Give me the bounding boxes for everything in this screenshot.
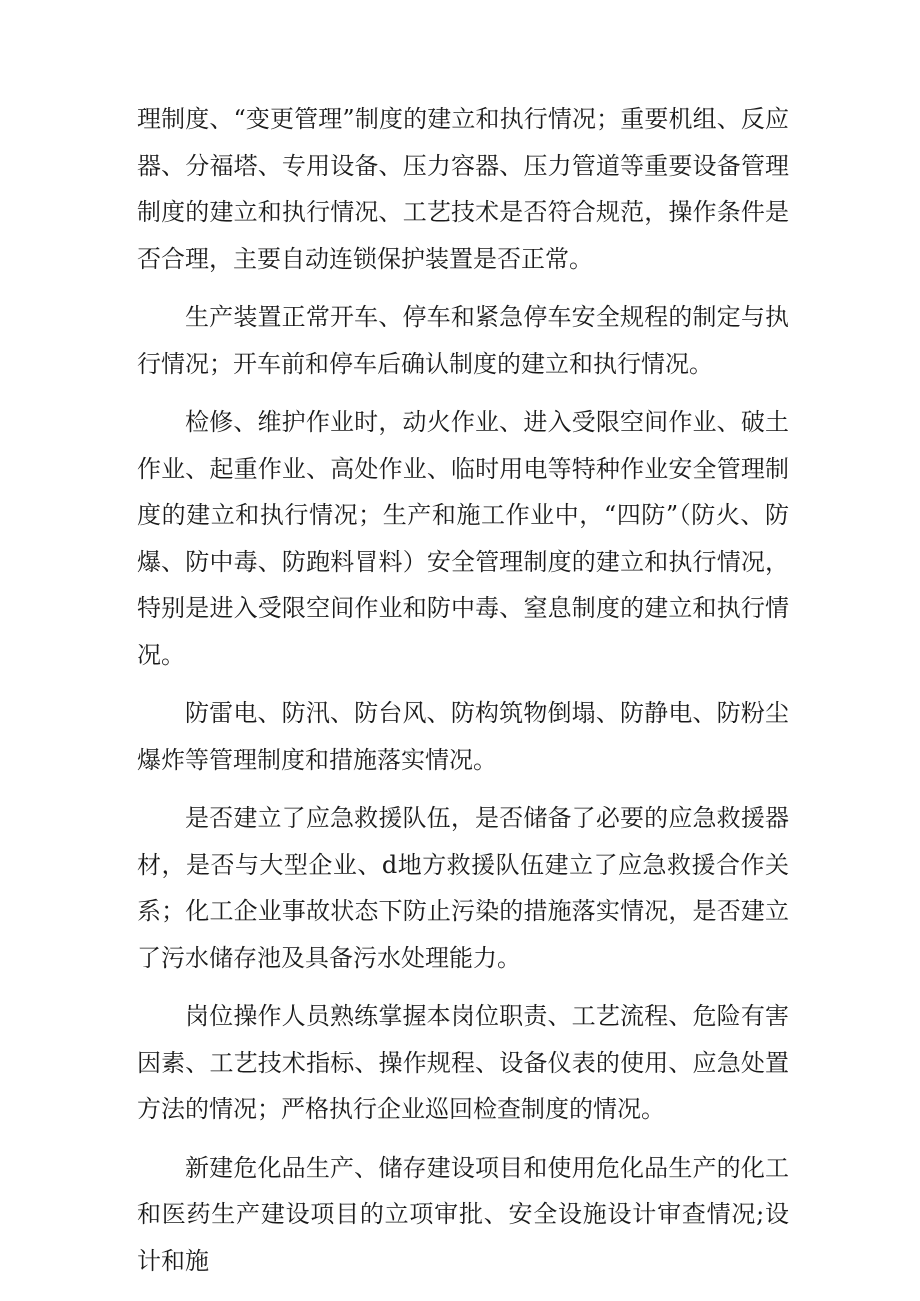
document-body <box>137 96 789 1296</box>
paragraph-emergency-rescue: 是否建立了应急救援队伍，是否储备了必要的应急救援器材，是否与大型企业、d地方救援队伍建立了应急救援合作关系；化工企业事故状态下防止污染的措施落实情况，是否建立了污水储存池及具备污水处理能力。 <box>137 804 789 972</box>
paragraph-new-projects: 新建危化品生产、储存建设项目和使用危化品生产的化工和医药生产建设项目的立项审批、安全设施设计审查情况;设计和施 <box>137 1153 789 1275</box>
paragraph-disaster-prevention: 防雷电、防汛、防台风、防构筑物倒塌、防静电、防粉尘爆炸等管理制度和措施落实情况。 <box>137 699 789 774</box>
paragraph-maintenance-operations: 检修、维护作业时，动火作业、进入受限空间作业、破土作业、起重作业、高处作业、临时用电等特种作业安全管理制度的建立和执行情况；生产和施工作业中，“四防”（防火、防爆、防中毒、防跑料冒料）安全管理制度的建立和执行情况，特别是进入受限空间作业和防中毒、窒息制度的建立和执行情况。 <box>137 408 789 669</box>
paragraph-startup-shutdown: 生产装置正常开车、停车和紧急停车安全规程的制定与执行情况；开车前和停车后确认制度的建立和执行情况。 <box>137 303 789 378</box>
paragraph-operator-skills: 岗位操作人员熟练掌握本岗位职责、工艺流程、危险有害因素、工艺技术指标、操作规程、设备仪表的使用、应急处置方法的情况；严格执行企业巡回检查制度的情况。 <box>137 1002 789 1123</box>
paragraph-management-systems: 理制度、“变更管理”制度的建立和执行情况；重要机组、反应器、分福塔、专用设备、压力容器、压力管道等重要设备管理制度的建立和执行情况、工艺技术是否符合规范，操作条件是否合理，主要自动连锁保护装置是否正常。 <box>137 105 789 273</box>
